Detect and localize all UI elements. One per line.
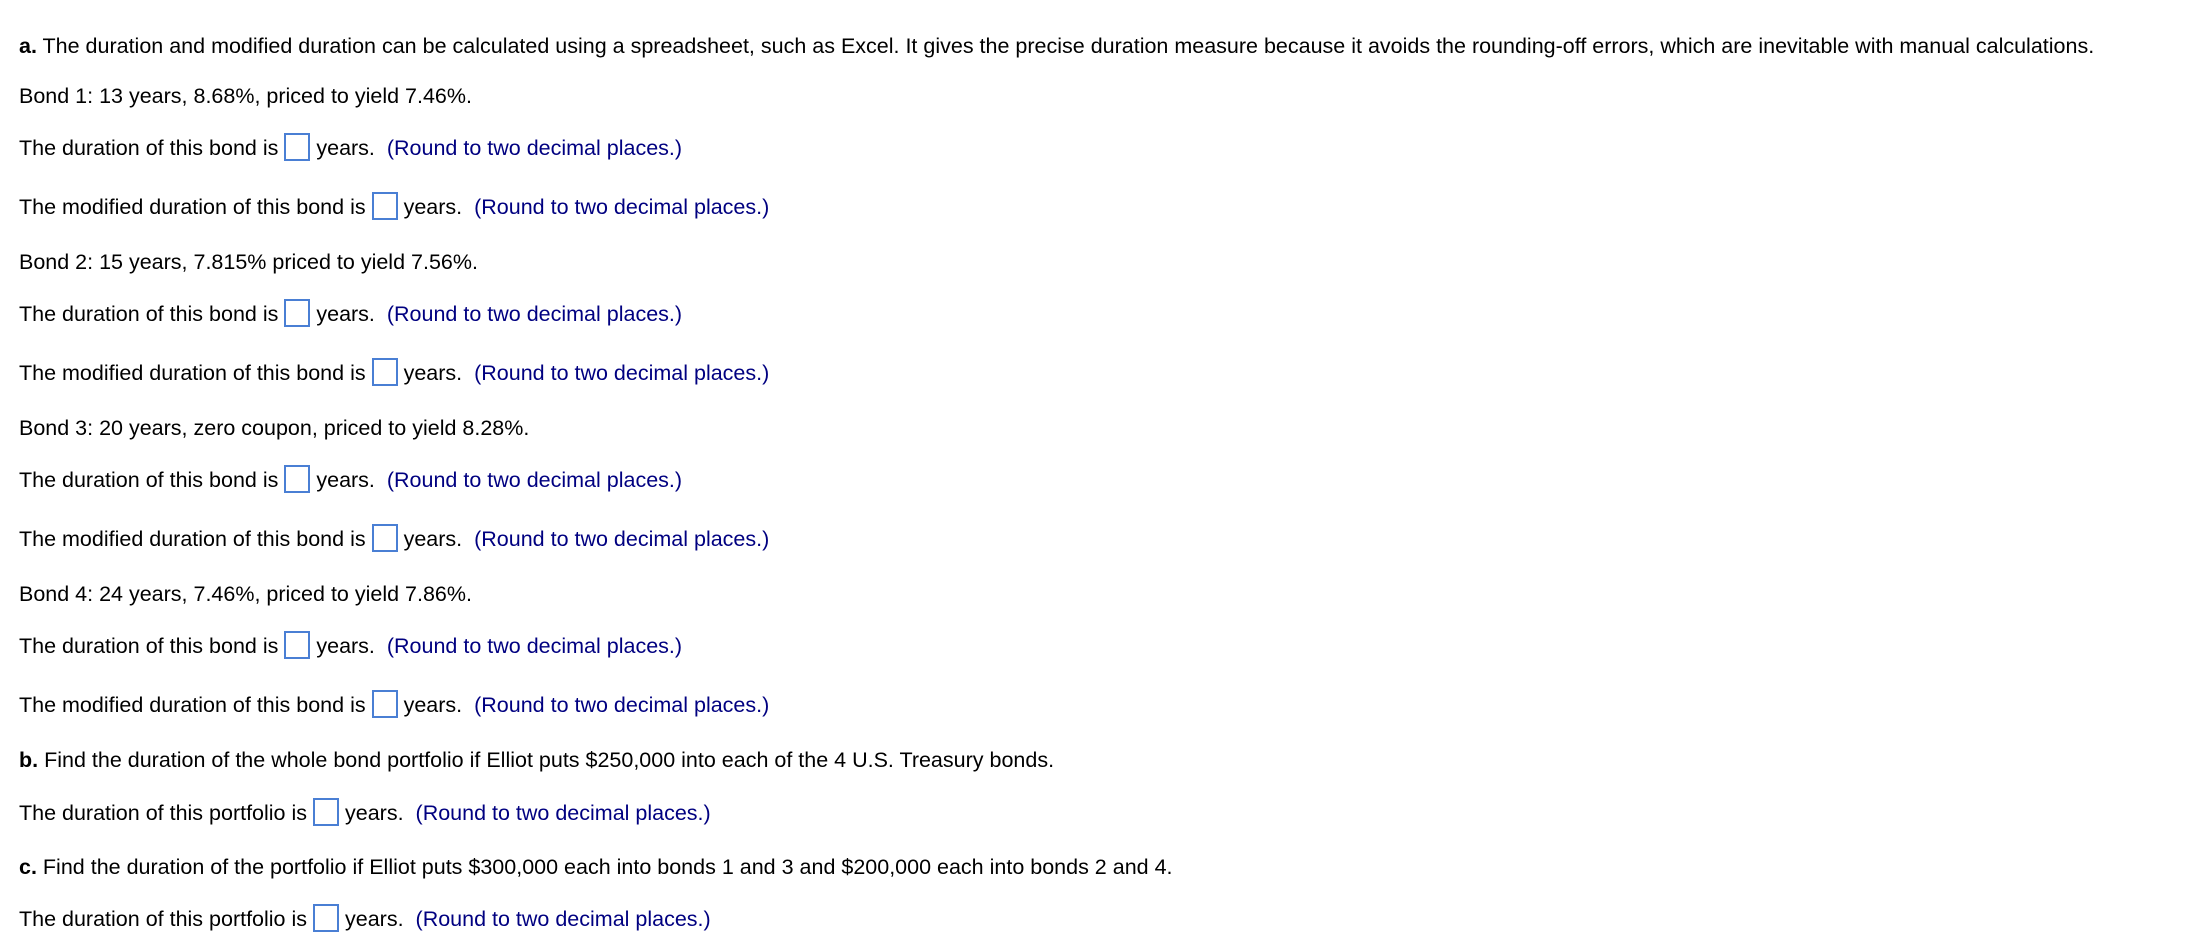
unit-label: years. xyxy=(403,195,463,219)
part-a-text: The duration and modified duration can be calculated using a spreadsheet, such as Excel. It gives the precise duration measure because it avoids the rounding-off errors, which are inevitable with manual calculations. xyxy=(42,34,2095,58)
round-hint: (Round to two decimal places.) xyxy=(415,907,711,931)
duration-prefix: The duration of this bond is xyxy=(19,634,279,658)
round-hint: (Round to two decimal places.) xyxy=(415,801,711,825)
unit-label: years. xyxy=(316,302,375,326)
bond-4-duration-input[interactable] xyxy=(284,631,310,659)
bond-2-modified-row xyxy=(19,358,769,388)
bond-1-duration-row xyxy=(19,133,682,163)
unit-label: years. xyxy=(345,907,404,931)
bond-3-duration-input[interactable] xyxy=(284,465,310,493)
bond-1-modified-row xyxy=(19,192,769,222)
part-b-portfolio-duration-input[interactable] xyxy=(313,798,339,826)
duration-prefix: The duration of this bond is xyxy=(19,468,279,492)
part-a-intro xyxy=(19,31,2094,61)
part-c-portfolio-duration-input[interactable] xyxy=(313,904,339,932)
round-hint: (Round to two decimal places.) xyxy=(386,136,683,160)
unit-label: years. xyxy=(316,634,375,658)
bond-4-description: Bond 4: 24 years, 7.46%, priced to yield 7.86%. xyxy=(19,582,472,606)
bond-3-modified-row xyxy=(19,524,769,554)
part-c-label: c. xyxy=(19,855,37,879)
round-hint: (Round to two decimal places.) xyxy=(474,527,770,551)
round-hint: (Round to two decimal places.) xyxy=(386,302,683,326)
bond-3-duration-row xyxy=(19,465,682,495)
bond-2-modified-input[interactable] xyxy=(372,358,398,386)
part-c-answer-row xyxy=(19,904,711,934)
round-hint: (Round to two decimal places.) xyxy=(474,693,770,717)
part-c-text: Find the duration of the portfolio if Elliot puts $300,000 each into bonds 1 and 3 and $200,000 each into bonds 2 and 4. xyxy=(42,855,1173,879)
round-hint: (Round to two decimal places.) xyxy=(386,634,683,658)
bond-1-description: Bond 1: 13 years, 8.68%, priced to yield 7.46%. xyxy=(19,84,472,108)
unit-label: years. xyxy=(345,801,404,825)
bond-3-description: Bond 3: 20 years, zero coupon, priced to yield 8.28%. xyxy=(19,416,530,440)
modified-prefix: The modified duration of this bond is xyxy=(19,693,366,717)
portfolio-prefix: The duration of this portfolio is xyxy=(19,801,308,825)
bond-2-description: Bond 2: 15 years, 7.815% priced to yield 7.56%. xyxy=(19,250,478,274)
bond-4-modified-input[interactable] xyxy=(372,690,398,718)
part-c-question xyxy=(19,852,1173,882)
unit-label: years. xyxy=(316,468,375,492)
duration-prefix: The duration of this bond is xyxy=(19,136,279,160)
bond-1-duration-input[interactable] xyxy=(284,133,310,161)
unit-label: years. xyxy=(403,527,463,551)
round-hint: (Round to two decimal places.) xyxy=(386,468,683,492)
bond-2-duration-input[interactable] xyxy=(284,299,310,327)
unit-label: years. xyxy=(403,693,463,717)
modified-prefix: The modified duration of this bond is xyxy=(19,195,366,219)
bond-1-modified-input[interactable] xyxy=(372,192,398,220)
part-b-text: Find the duration of the whole bond portfolio if Elliot puts $250,000 into each of the 4 U.S. Treasury bonds. xyxy=(44,748,1055,772)
duration-prefix: The duration of this bond is xyxy=(19,302,279,326)
unit-label: years. xyxy=(403,361,463,385)
bond-2-duration-row xyxy=(19,299,682,329)
modified-prefix: The modified duration of this bond is xyxy=(19,361,366,385)
modified-prefix: The modified duration of this bond is xyxy=(19,527,366,551)
part-b-question xyxy=(19,745,1054,775)
part-b-label: b. xyxy=(19,748,39,772)
part-a-label: a. xyxy=(19,34,37,58)
unit-label: years. xyxy=(316,136,375,160)
round-hint: (Round to two decimal places.) xyxy=(474,361,770,385)
portfolio-prefix: The duration of this portfolio is xyxy=(19,907,308,931)
bond-4-modified-row xyxy=(19,690,769,720)
round-hint: (Round to two decimal places.) xyxy=(474,195,770,219)
bond-4-duration-row xyxy=(19,631,682,661)
part-b-answer-row xyxy=(19,798,711,828)
bond-3-modified-input[interactable] xyxy=(372,524,398,552)
